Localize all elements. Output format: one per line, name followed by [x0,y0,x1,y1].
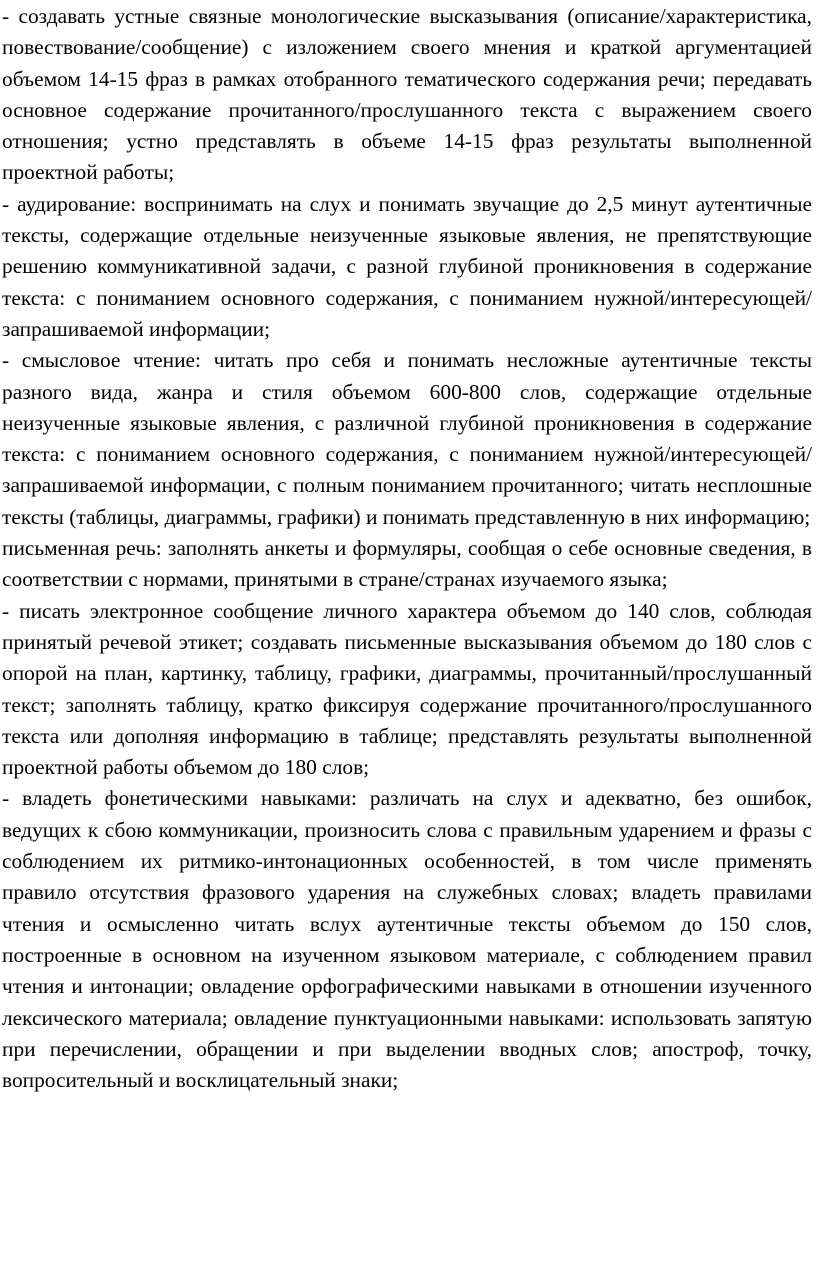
paragraph-listening: - аудирование: воспринимать на слух и понимать звучащие до 2,5 минут аутентичные тексты, содержащие отдельные неизученные языковые явления, не препятствующие решению коммуникативной задачи, с разной глубиной проникновения в содержание текста: с пониманием основного содержания, с пониманием нужной/интересующей/запрашиваемой информации; [2,191,812,341]
paragraph-phonetics: - владеть фонетическими навыками: различать на слух и адекватно, без ошибок, ведущих к сбою коммуникации, произносить слова с правильным ударением и фразы с соблюдением их ритмико-интонационных особенностей, в том числе применять правило отсутствия фразового ударения на служебных словах; владеть правилами чтения и осмысленно читать вслух аутентичные тексты объемом до 150 слов, построенные в основном на изученном языковом материале, с соблюдением правил чтения и интонации; овладение орфографическими навыками в отношении изученного лексического материала; овладение пунктуационными навыками: использовать запятую при перечислении, обращении и при выделении вводных слов; апостроф, точку, вопросительный и восклицательный знаки; [2,786,812,1093]
document-page [2,1,812,1096]
paragraph-reading: - смысловое чтение: читать про себя и понимать несложные аутентичные тексты разного вида, жанра и стиля объемом 600-800 слов, содержащие отдельные неизученные языковые явления, с различной глубиной проникновения в содержание текста: с пониманием основного содержания, с пониманием нужной/интересующей/запрашиваемой информации, с полным пониманием прочитанного; читать несплошные тексты (таблицы, диаграммы, графики) и понимать представленную в них информацию; [2,348,812,529]
paragraph-email: - писать электронное сообщение личного характера объемом до 140 слов, соблюдая принятый речевой этикет; создавать письменные высказывания объемом до 180 слов с опорой на план, картинку, таблицу, графики, диаграммы, прочитанный/прослушанный текст; заполнять таблицу, кратко фиксируя содержание прочитанного/прослушанного текста или дополняя информацию в таблице; представлять результаты выполненной проектной работы объемом до 180 слов; [2,598,812,780]
paragraph-writing: письменная речь: заполнять анкеты и формуляры, сообщая о себе основные сведения, в соответствии с нормами, принятыми в стране/странах изучаемого языка; [2,536,812,592]
paragraph-monologue: - создавать устные связные монологические высказывания (описание/характеристика, повествование/сообщение) с изложением своего мнения и краткой аргументацией объемом 14-15 фраз в рамках отобранного тематического содержания речи; передавать основное содержание прочитанного/прослушанного текста с выражением своего отношения; устно представлять в объеме 14-15 фраз результаты выполненной проектной работы; [2,4,812,185]
